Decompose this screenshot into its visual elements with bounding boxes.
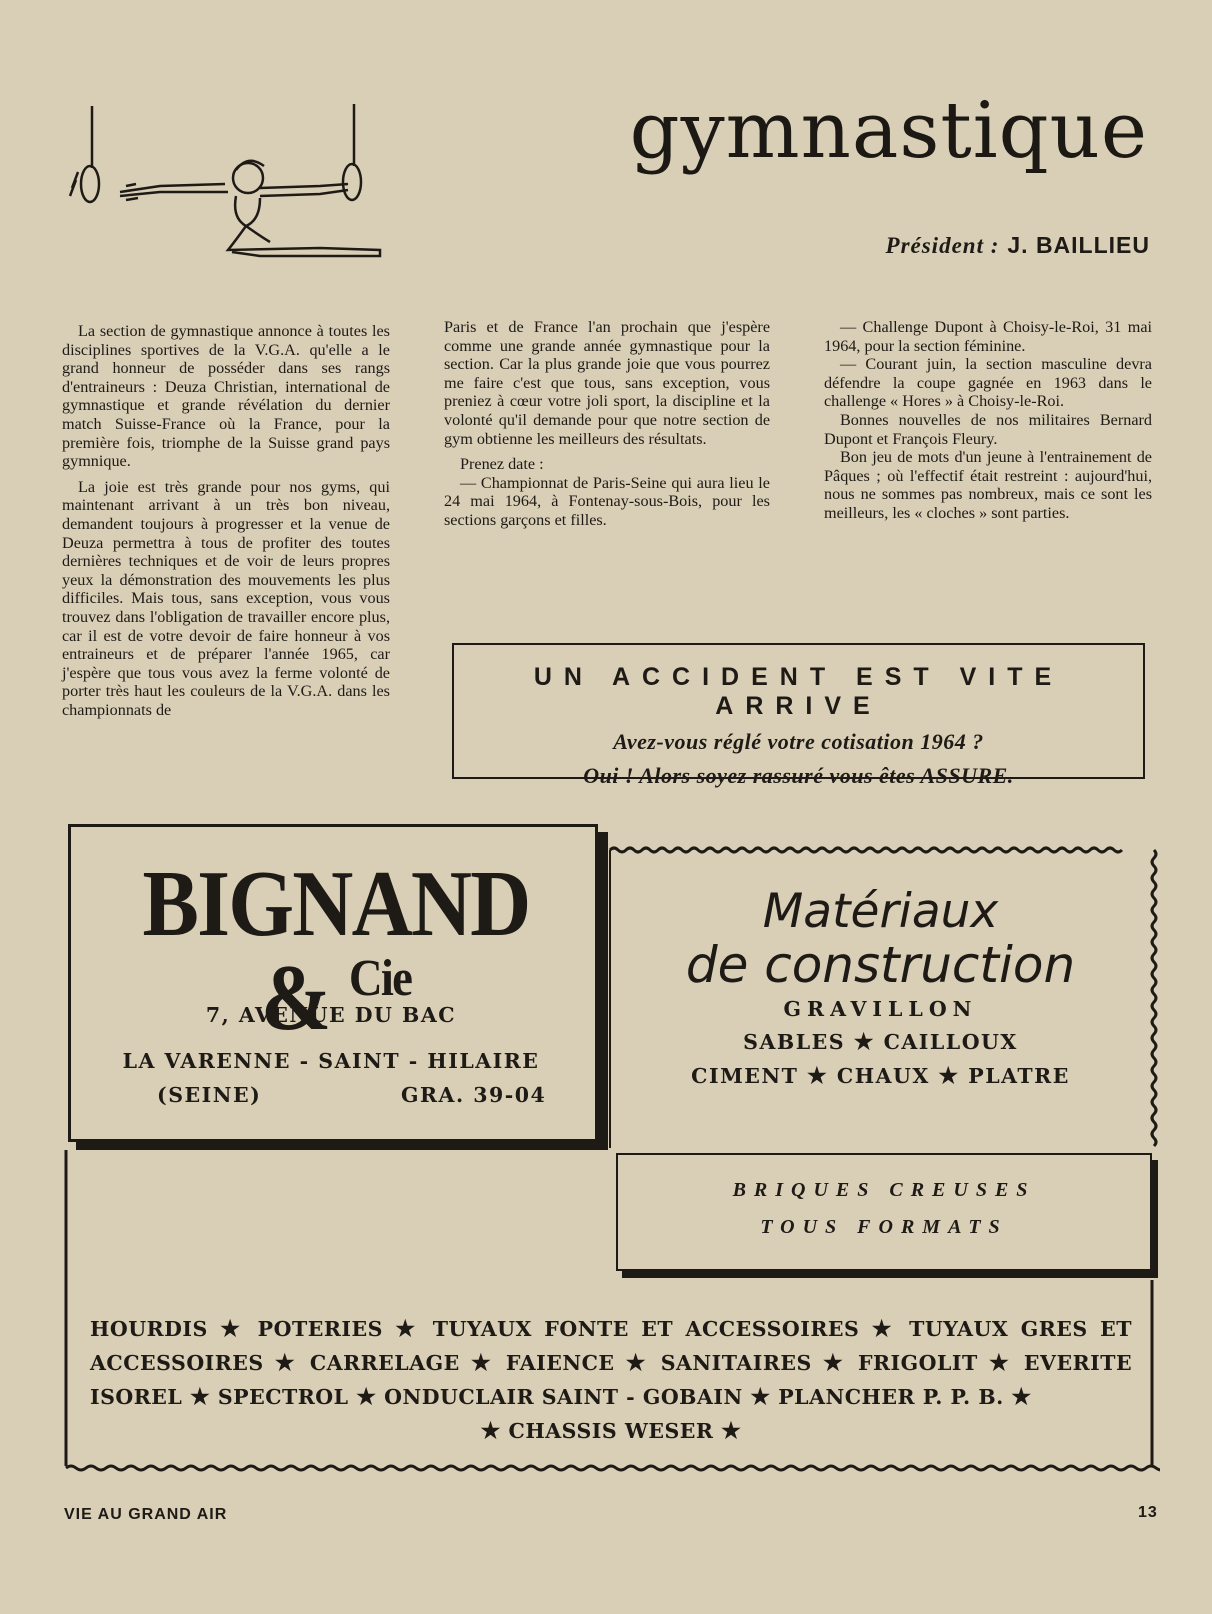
star-icon: ★ <box>823 1350 847 1376</box>
materials-ad <box>610 846 1151 1148</box>
star-icon: ★ <box>871 1316 897 1342</box>
star-icon: ★ <box>625 1350 650 1376</box>
article-paragraph: — Courant juin, la section masculine devra défendre la coupe gagnée en 1963 dans le challenge « Hores » à Choisy-le-Roi. <box>824 355 1152 411</box>
star-icon: ★ <box>274 1350 299 1376</box>
article-column-3 <box>824 318 1152 530</box>
materials-line-2: SABLES ★ CAILLOUX <box>743 1028 1018 1055</box>
materials-gravillon: GRAVILLON <box>783 996 978 1021</box>
article-paragraph: La section de gymnastique annonce à toutes les disciplines sportives de la V.G.A. qu'elle a le grand honneur de posséder dans ses rangs d'entraineurs : Deuza Christian, international de gymnastique et grande révélation du dernier match Suisse-France où la France, pour la première fois, triomphe de la Suisse grand pays gymnique. <box>62 322 390 471</box>
star-icon: ★ <box>480 1418 501 1444</box>
article-column-2 <box>444 318 770 537</box>
article-paragraph: La joie est très grande pour nos gyms, qui maintenant arrivant à un très bon niveau, demandent toujours à progresser et la venue de Deuza permettra à tous de profiter des toutes dernières techniques et de voir de leurs propres yeux la démonstration des mouvements les plus difficiles. Mais tous, sans exception, vous vous trouvez dans l'obligation de travailler encore plus, car il est de votre devoir de faire honneur à vos entraineurs et de préparer l'année 1965, car j'espère que tous vous avez la ferme volonté de porter très haut les couleurs de la V.G.A. dans les championnats de <box>62 477 390 719</box>
article-paragraph: — Championnat de Paris-Seine qui aura lieu le 24 mai 1964, à Fontenay-sous-Bois, pour les sections garçons et filles. <box>444 473 770 529</box>
star-icon: ★ <box>721 1418 742 1444</box>
gymnast-illustration <box>60 100 400 270</box>
star-icon: ★ <box>470 1350 495 1376</box>
president-line <box>700 232 1150 259</box>
star-icon: ★ <box>938 1062 960 1089</box>
star-icon: ★ <box>988 1350 1013 1376</box>
star-icon: ★ <box>220 1316 246 1342</box>
company-region: (SEINE) <box>157 1083 262 1107</box>
article-paragraph: — Challenge Dupont à Choisy-le-Roi, 31 mai 1964, pour la section féminine. <box>824 318 1152 355</box>
star-icon: ★ <box>395 1316 421 1342</box>
article-paragraph: Bon jeu de mots d'un jeune à l'entrainement de Pâques ; où l'effectif était restreint : aujourd'hui, nous ne sommes pas nombreux, mais ce sont les meilleurs, les « cloches » sont parties. <box>824 448 1152 522</box>
star-icon: ★ <box>853 1028 875 1055</box>
notice-headline: UN ACCIDENT EST VITE ARRIVE <box>533 663 1064 720</box>
materials-title-2: de construction <box>685 935 1076 994</box>
company-phone: GRA. 39-04 <box>401 1083 547 1107</box>
notice-question: Avez-vous réglé votre cotisation 1964 ? <box>613 729 984 754</box>
materials-title-1: Matériaux <box>762 884 999 939</box>
company-address: 7, AVENUE DU BAC <box>205 1003 457 1027</box>
company-suffix: Cie <box>348 950 412 1007</box>
briques-line-2: TOUS FORMATS <box>760 1216 1008 1238</box>
star-icon: ★ <box>189 1384 211 1410</box>
article-paragraph: Bonnes nouvelles de nos militaires Bernard Dupont et François Fleury. <box>824 410 1152 448</box>
page-title: gymnastique <box>629 86 1148 176</box>
star-icon: ★ <box>356 1384 377 1410</box>
magazine-name: VIE AU GRAND AIR <box>64 1506 228 1523</box>
materials-line-3: CIMENT ★ CHAUX ★ PLATRE <box>691 1062 1070 1089</box>
company-city: LA VARENNE - SAINT - HILAIRE <box>122 1049 540 1073</box>
company-ad <box>68 824 598 1142</box>
star-icon: ★ <box>807 1062 829 1089</box>
article-column-1 <box>62 322 390 726</box>
president-label: Président : <box>885 233 1000 258</box>
products-list: HOURDIS ★ POTERIES ★ TUYAUX FONTE ET ACCESSOIRES ★ TUYAUX GRES ET ACCESSOIRES ★ CARRELAGE ★ FAIENCE ★ SANITAIRES ★ FRIGOLIT ★ EVERITE ISOREL ★ SPECTROL ★ ONDUCLAIR SAINT - GOBAIN ★ PLANCHER P. P. B. ★ ★ CHASSIS WESER ★ <box>90 1316 1133 1444</box>
company-name: BIGNAND & $^{Cie}$ <box>142 852 530 1050</box>
president-name: J. BAILLIEU <box>1007 232 1150 258</box>
star-icon: ★ <box>750 1384 771 1410</box>
notice-answer: Oui ! Alors soyez rassuré vous êtes ASSURE. <box>583 763 1014 788</box>
star-icon: ★ <box>1011 1384 1032 1410</box>
page-number: 13 <box>1138 1504 1158 1521</box>
article-paragraph: Paris et de France l'an prochain que j'espère comme une grande année gymnastique pour la section. Car la plus grande joie que vous pourrez me faire c'est que tous, sans exception, vous preniez à cœur votre joli sport, la discipline et la volonté qu'il demande pour que notre section de gym obtienne les meilleurs des résultats. <box>444 318 770 448</box>
article-paragraph: Prenez date : <box>460 455 544 474</box>
briques-line-1: BRIQUES CREUSES <box>732 1179 1036 1201</box>
insurance-notice <box>452 643 1145 788</box>
